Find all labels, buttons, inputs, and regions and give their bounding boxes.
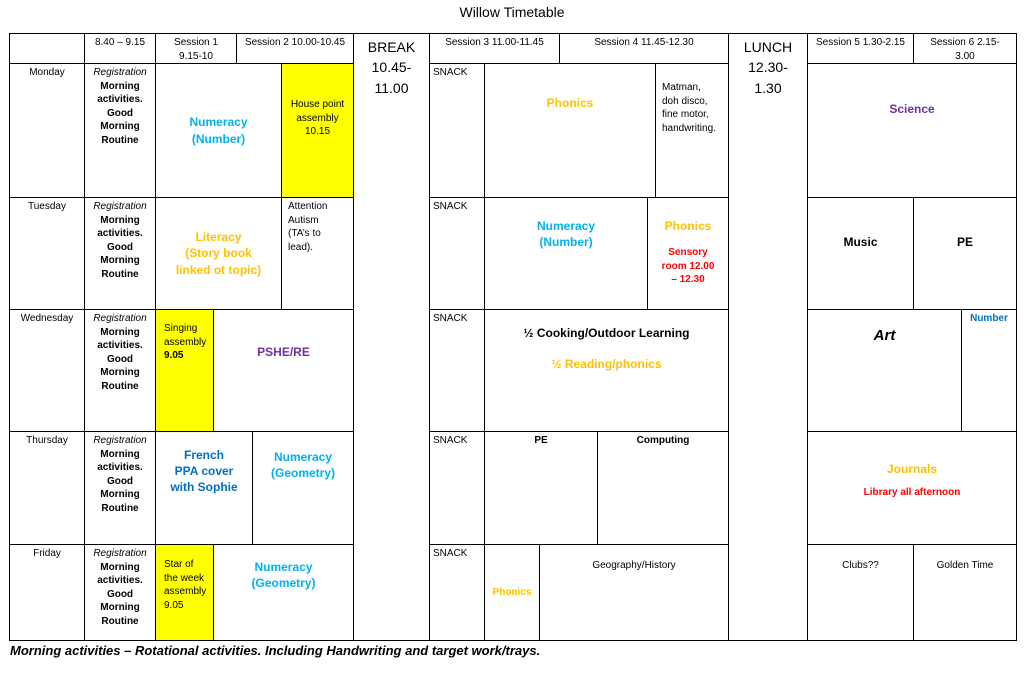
footer-note: Morning activities – Rotational activities. Including Handwriting and target work/trays.: [10, 643, 541, 658]
registration-thursday: [84, 431, 156, 545]
registration-friday: [84, 544, 156, 641]
thursday-french-ppa: French PPA cover with Sophie: [155, 431, 253, 545]
lunch-column: LUNCH 12.30- 1.30: [728, 33, 808, 641]
header-session-6: Session 6 2.15- 3.00: [913, 33, 1017, 64]
friday-star-of-the-week: Star of the week assembly 9.05: [155, 544, 214, 641]
monday-house-point-assembly: House point assembly 10.15: [281, 63, 354, 198]
tuesday-literacy: Literacy (Story book linked ot topic): [155, 197, 282, 310]
wednesday-singing-label: Singing assembly: [164, 323, 207, 348]
thursday-numeracy: Numeracy (Geometry): [252, 431, 354, 545]
header-session-3: Session 3 11.00-11.45: [429, 33, 560, 64]
day-thursday: Thursday: [9, 431, 85, 545]
header-session-5: Session 5 1.30-2.15: [807, 33, 914, 64]
tuesday-phonics-cell: [647, 197, 729, 310]
header-session-2: Session 2 10.00-10.45: [236, 33, 354, 64]
friday-phonics: Phonics: [484, 544, 540, 641]
break-column: BREAK 10.45- 11.00: [353, 33, 430, 641]
tuesday-music: Music: [807, 197, 914, 310]
header-session-4: Session 4 11.45-12.30: [559, 33, 729, 64]
friday-numeracy: Numeracy (Geometry): [213, 544, 354, 641]
registration-tuesday: [84, 197, 156, 310]
header-time-0840: 8.40 – 9.15: [84, 33, 156, 64]
monday-phonics: Phonics: [484, 63, 656, 198]
snack-wednesday: SNACK: [429, 309, 485, 432]
wednesday-pshe-re: PSHE/RE: [213, 309, 354, 432]
tuesday-pe: PE: [913, 197, 1017, 310]
header-corner: [9, 33, 85, 64]
thursday-pe: PE: [484, 431, 598, 545]
tuesday-sensory-room: Sensory room 12.00 – 12.30: [661, 247, 715, 286]
thursday-journals: Journals: [886, 462, 937, 476]
tuesday-phonics: Phonics: [664, 219, 712, 233]
wednesday-cooking-reading: [484, 309, 729, 432]
snack-thursday: SNACK: [429, 431, 485, 545]
monday-science: Science: [807, 63, 1017, 198]
registration-label: Registration: [93, 201, 147, 212]
registration-routine: Morning activities. Good Morning Routine: [97, 326, 143, 392]
registration-routine: Morning activities. Good Morning Routine: [97, 561, 143, 627]
day-friday: Friday: [9, 544, 85, 641]
day-wednesday: Wednesday: [9, 309, 85, 432]
registration-monday: [84, 63, 156, 198]
wednesday-singing-assembly: [155, 309, 214, 432]
tuesday-attention-autism: Attention Autism (TA’s to lead).: [281, 197, 354, 310]
header-session-1: Session 1 9.15-10: [155, 33, 237, 64]
monday-numeracy: Numeracy (Number): [155, 63, 282, 198]
registration-routine: Morning activities. Good Morning Routine: [97, 448, 143, 514]
registration-label: Registration: [93, 67, 147, 78]
thursday-journals-cell: [807, 431, 1017, 545]
wednesday-number: Number: [961, 309, 1017, 432]
registration-label: Registration: [93, 435, 147, 446]
friday-geography-history: Geography/History: [539, 544, 729, 641]
registration-label: Registration: [93, 548, 147, 559]
friday-golden-time: Golden Time: [913, 544, 1017, 641]
day-tuesday: Tuesday: [9, 197, 85, 310]
monday-matman: Matman, doh disco, fine motor, handwriting.: [655, 63, 729, 198]
snack-monday: SNACK: [429, 63, 485, 198]
wednesday-singing-time: 9.05: [164, 350, 184, 361]
wednesday-reading: ½ Reading/phonics: [551, 357, 662, 372]
day-monday: Monday: [9, 63, 85, 198]
thursday-library: Library all afternoon: [863, 487, 961, 499]
snack-friday: SNACK: [429, 544, 485, 641]
registration-routine: Morning activities. Good Morning Routine: [97, 80, 143, 146]
wednesday-art: Art: [807, 309, 962, 432]
friday-clubs: Clubs??: [807, 544, 914, 641]
tuesday-numeracy: Numeracy (Number): [484, 197, 648, 310]
thursday-computing: Computing: [597, 431, 729, 545]
registration-label: Registration: [93, 313, 147, 324]
registration-routine: Morning activities. Good Morning Routine: [97, 214, 143, 280]
page-title: Willow Timetable: [459, 4, 565, 20]
wednesday-cooking: ½ Cooking/Outdoor Learning: [523, 326, 690, 340]
registration-wednesday: [84, 309, 156, 432]
snack-tuesday: SNACK: [429, 197, 485, 310]
